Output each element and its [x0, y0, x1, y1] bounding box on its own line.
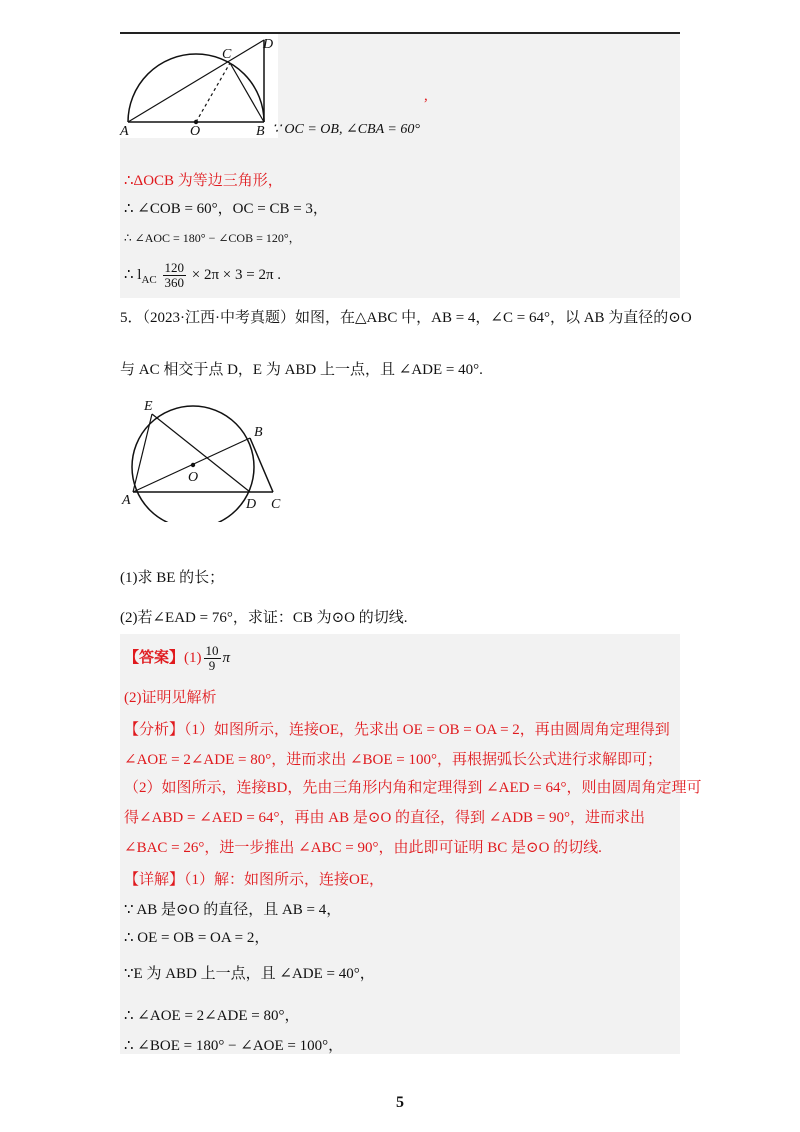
arc-fraction-den: 360: [164, 275, 184, 291]
label-D2: D: [246, 497, 257, 512]
detail-line-4: ∵E 为 ABD 上一点，且 ∠ADE = 40°，: [124, 966, 375, 982]
arc-fraction-num: 120: [164, 260, 184, 276]
label-E: E: [144, 399, 153, 414]
analysis-line-4: 得∠ABD = ∠AED = 64°，再由 AB 是⊙O 的直径，得到 ∠ADB = 90°，进而求出: [124, 810, 645, 826]
step-aoc: ∴ ∠AOC = 180° − ∠COB = 120°，: [124, 231, 301, 245]
detail-line-3: ∴ OE = OB = OA = 2，: [124, 930, 270, 946]
comma-mark: ,: [424, 88, 428, 104]
analysis-line-2: ∠AOE = 2∠ADE = 80°，进而求出 ∠BOE = 100°，再根据弧长公式进行求解即可；: [124, 752, 662, 768]
arc-length-sub: AC: [141, 274, 157, 286]
answer-fraction: [204, 644, 221, 673]
step-equilateral: ∴ΔOCB 为等边三角形，: [124, 173, 283, 189]
answer-line: [124, 642, 230, 674]
label-C2: C: [271, 497, 281, 512]
analysis-line-1: 【分析】（1）如图所示，连接OE，先求出 OE = OB = OA = 2，再由圆周角定理得到: [124, 722, 670, 738]
step-arc-length: [124, 258, 281, 297]
analysis-line-3: （2）如图所示，连接BD，先由三角形内角和定理得到 ∠AED = 64°，则由圆周角定理可: [124, 780, 702, 796]
answer-pi: π: [222, 650, 231, 666]
question-line-2: 与 AC 相交于点 D，E 为 ABD 上一点，且 ∠ADE = 40°.: [120, 362, 483, 378]
analysis-line-5: ∠BAC = 26°，进一步推出 ∠ABC = 90°，由此即可证明 BC 是⊙O 的切线.: [124, 840, 602, 856]
question-line-1: 5．（2023·江西·中考真题）如图，在△ABC 中，AB = 4，∠C = 64°，以 AB 为直径的⊙O: [120, 310, 692, 326]
step-cob: ∴ ∠COB = 60°，OC = CB = 3，: [124, 201, 328, 217]
detail-line-6: ∴ ∠BOE = 180° − ∠AOE = 100°，: [124, 1038, 344, 1054]
detail-line-5: ∴ ∠AOE = 2∠ADE = 80°，: [124, 1008, 300, 1024]
label-A: A: [120, 124, 129, 138]
semicircle-diagram: [118, 34, 278, 138]
answer-part-2: (2)证明见解析: [124, 690, 217, 706]
page-number: 5: [396, 1094, 404, 1111]
question-part-2: (2)若∠EAD = 76°，求证：CB 为⊙O 的切线.: [120, 610, 408, 626]
answer-fraction-den: 9: [208, 658, 216, 674]
because-oc-ob: ∵ OC = OB, ∠CBA = 60°: [272, 122, 420, 137]
detail-line-1: 【详解】（1）解：如图所示，连接OE，: [124, 872, 384, 888]
label-B: B: [256, 124, 265, 138]
answer-part1-prefix: (1): [184, 650, 202, 666]
label-D: D: [263, 37, 274, 52]
arc-fraction: [163, 261, 187, 290]
label-C: C: [222, 47, 232, 62]
label-B2: B: [254, 425, 263, 440]
label-A2: A: [122, 493, 131, 508]
label-O: O: [190, 124, 201, 138]
detail-line-2: ∵ AB 是⊙O 的直径，且 AB = 4，: [124, 902, 342, 918]
question-part-1: (1)求 BE 的长；: [120, 570, 225, 586]
answer-label: 【答案】: [124, 650, 185, 666]
arc-length-prefix: ∴ l: [124, 267, 142, 283]
label-O2: O: [188, 470, 199, 485]
circle-diagram: [118, 392, 298, 522]
answer-fraction-num: 10: [205, 643, 219, 659]
arc-length-suffix: × 2π × 3 = 2π .: [191, 267, 282, 283]
